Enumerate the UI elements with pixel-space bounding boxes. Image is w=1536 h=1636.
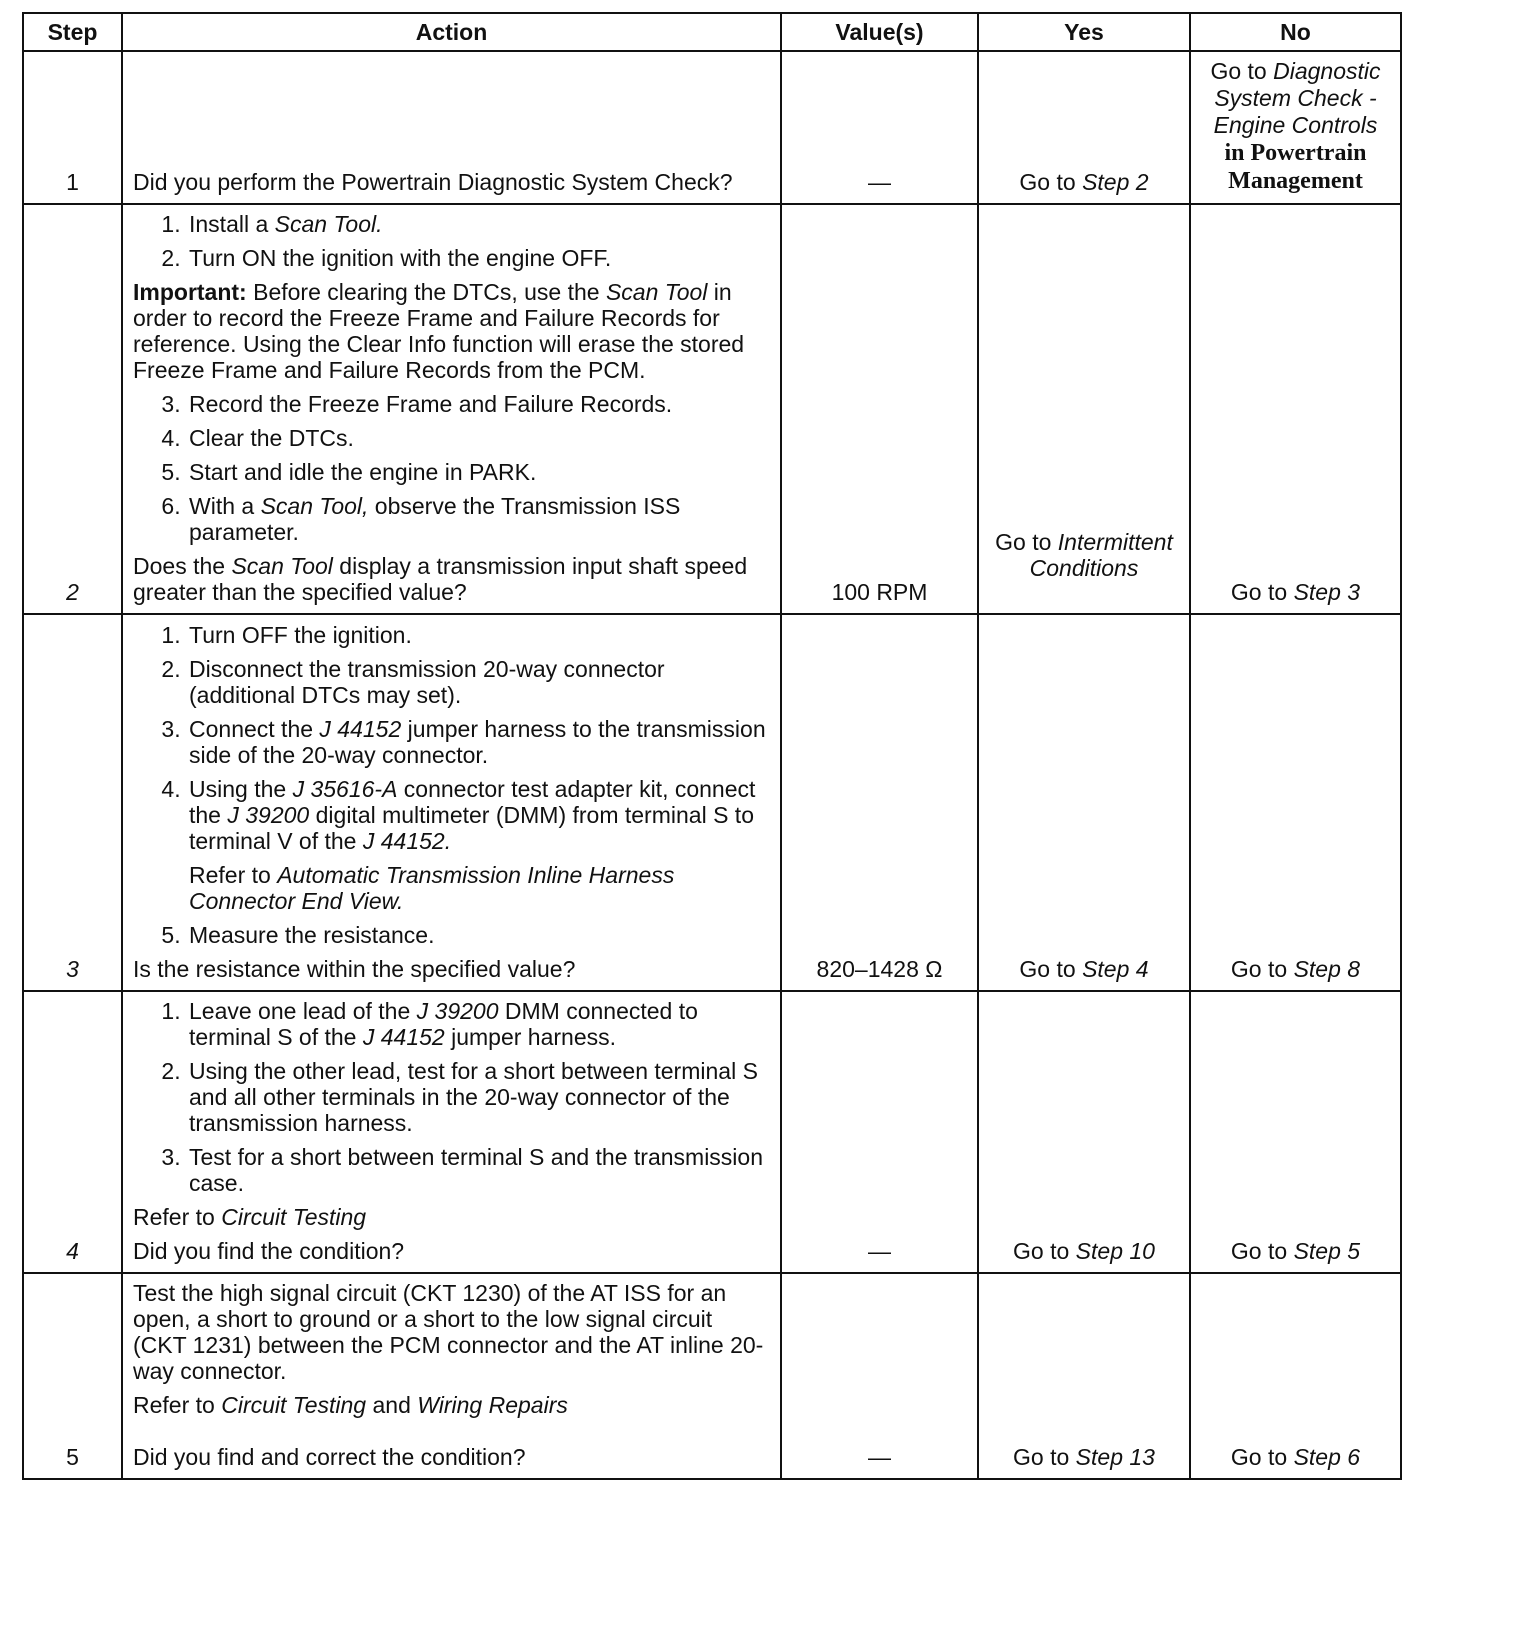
no-cell [1190, 51, 1401, 204]
yes-cell [978, 204, 1190, 614]
list-item: 5. Measure the resistance. [187, 922, 770, 948]
yes-cell [978, 991, 1190, 1273]
table-header-row [23, 13, 1401, 51]
action-text: Test the high signal circuit (CKT 1230) of the AT ISS for an open, a short to ground or a short to the low signal circuit (CKT 1231) between the PCM connector and the AT inline 20-way connector. [133, 1280, 764, 1384]
header-no: No [1190, 13, 1401, 51]
step-link[interactable]: Step 2 [1082, 169, 1149, 195]
list-item: 1. Leave one lead of the J 39200 DMM connected to terminal S of the J 44152 jumper harness. [187, 998, 770, 1050]
action-cell [122, 51, 781, 204]
list-item: 4. Using the J 35616-A connector test adapter kit, connect the J 39200 digital multimeter (DMM) from terminal S to terminal V of the J 44152. Refer to Automatic Transmission Inline Harness Connector End View. [187, 776, 770, 914]
action-cell [122, 1273, 781, 1479]
table-row [23, 614, 1401, 991]
reference-link[interactable]: System Check - [1214, 85, 1377, 111]
list-item: 5. Start and idle the engine in PARK. [187, 459, 770, 485]
list-item: 3. Connect the J 44152 jumper harness to the transmission side of the 20-way connector. [187, 716, 770, 768]
list-item: 6. With a Scan Tool, observe the Transmission ISS parameter. [187, 493, 770, 545]
reference-suffix: Management [1228, 168, 1363, 194]
header-values: Value(s) [781, 13, 978, 51]
go-to-label: Go to [1210, 58, 1267, 84]
step-link[interactable]: Step 13 [1075, 1444, 1155, 1470]
no-cell [1190, 991, 1401, 1273]
reference-link[interactable]: Engine Controls [1213, 112, 1378, 138]
yes-cell [978, 614, 1190, 991]
go-to-label: Go to [1019, 956, 1076, 982]
value-cell: — [781, 51, 978, 204]
action-question: Did you find the condition? [133, 1238, 405, 1264]
list-item: 2. Turn ON the ignition with the engine OFF. [187, 245, 770, 271]
reference-link[interactable]: Intermittent [1057, 529, 1173, 555]
go-to-label: Go to [1019, 169, 1076, 195]
value-cell: 820–1428 Ω [781, 614, 978, 991]
header-step: Step [23, 13, 122, 51]
list-item: 2. Disconnect the transmission 20-way connector (additional DTCs may set). [187, 656, 770, 708]
go-to-label: Go to [995, 529, 1052, 555]
go-to-label: Go to [1230, 1238, 1288, 1264]
reference-link[interactable]: Diagnostic [1273, 58, 1381, 84]
no-cell [1190, 1273, 1401, 1479]
action-question: Did you perform the Powertrain Diagnostic System Check? [133, 169, 733, 195]
go-to-label: Go to [1013, 1444, 1070, 1470]
action-cell [122, 204, 781, 614]
step-number: 3 [23, 614, 122, 991]
diagnostic-table [22, 12, 1402, 1480]
no-cell [1190, 614, 1401, 991]
value-cell: 100 RPM [781, 204, 978, 614]
list-item: 2. Using the other lead, test for a short between terminal S and all other terminals in the 20-way connector of the transmission harness. [187, 1058, 770, 1136]
refer-note: Refer to Circuit Testing and Wiring Repairs [133, 1392, 568, 1418]
reference-link[interactable]: Automatic Transmission Inline Harness Connector End View. [189, 862, 675, 914]
action-question: Did you find and correct the condition? [133, 1444, 526, 1470]
step-number: 2 [23, 204, 122, 614]
reference-suffix: in Powertrain [1224, 140, 1367, 166]
table-row [23, 1273, 1401, 1479]
step-link[interactable]: Step 6 [1293, 1444, 1361, 1470]
list-item: 1. Turn OFF the ignition. [187, 622, 770, 648]
header-action: Action [122, 13, 781, 51]
action-list [133, 391, 770, 545]
step-link[interactable]: Step 8 [1293, 956, 1361, 982]
yes-cell [978, 51, 1190, 204]
reference-link[interactable]: Circuit Testing [221, 1204, 367, 1230]
action-list [133, 211, 770, 271]
important-note: Important: Before clearing the DTCs, use the Scan Tool in order to record the Freeze Frame and Failure Records for reference. Using the Clear Info function will erase the stored Freeze Frame and Failure Records from the PCM. [133, 279, 745, 383]
diagnostic-page [22, 12, 1402, 1480]
header-yes: Yes [978, 13, 1190, 51]
list-item: 1. Install a Scan Tool. [187, 211, 770, 237]
step-number: 5 [23, 1273, 122, 1479]
table-row [23, 51, 1401, 204]
action-list [133, 998, 770, 1196]
table-row [23, 204, 1401, 614]
step-link[interactable]: Step 4 [1082, 956, 1149, 982]
value-cell: — [781, 991, 978, 1273]
reference-link[interactable]: Wiring Repairs [417, 1392, 568, 1418]
step-number: 1 [23, 51, 122, 204]
go-to-label: Go to [1230, 579, 1288, 605]
table-row [23, 991, 1401, 1273]
refer-note: Refer to Automatic Transmission Inline Harness Connector End View. [189, 862, 675, 914]
action-list [133, 622, 770, 948]
step-number: 4 [23, 991, 122, 1273]
go-to-label: Go to [1013, 1238, 1070, 1264]
value-cell: — [781, 1273, 978, 1479]
action-question: Does the Scan Tool display a transmission input shaft speed greater than the specified value? [133, 553, 748, 605]
refer-note: Refer to Circuit Testing [133, 1204, 367, 1230]
step-link[interactable]: Step 10 [1075, 1238, 1155, 1264]
list-item: 3. Record the Freeze Frame and Failure Records. [187, 391, 770, 417]
action-cell [122, 614, 781, 991]
yes-cell [978, 1273, 1190, 1479]
list-item: 4. Clear the DTCs. [187, 425, 770, 451]
no-cell [1190, 204, 1401, 614]
go-to-label: Go to [1230, 1444, 1288, 1470]
list-item: 3. Test for a short between terminal S and the transmission case. [187, 1144, 770, 1196]
reference-link[interactable]: Conditions [1029, 555, 1139, 581]
action-cell [122, 991, 781, 1273]
reference-link[interactable]: Circuit Testing [221, 1392, 367, 1418]
step-link[interactable]: Step 5 [1293, 1238, 1361, 1264]
action-question: Is the resistance within the specified value? [133, 956, 576, 982]
go-to-label: Go to [1230, 956, 1288, 982]
step-link[interactable]: Step 3 [1293, 579, 1361, 605]
